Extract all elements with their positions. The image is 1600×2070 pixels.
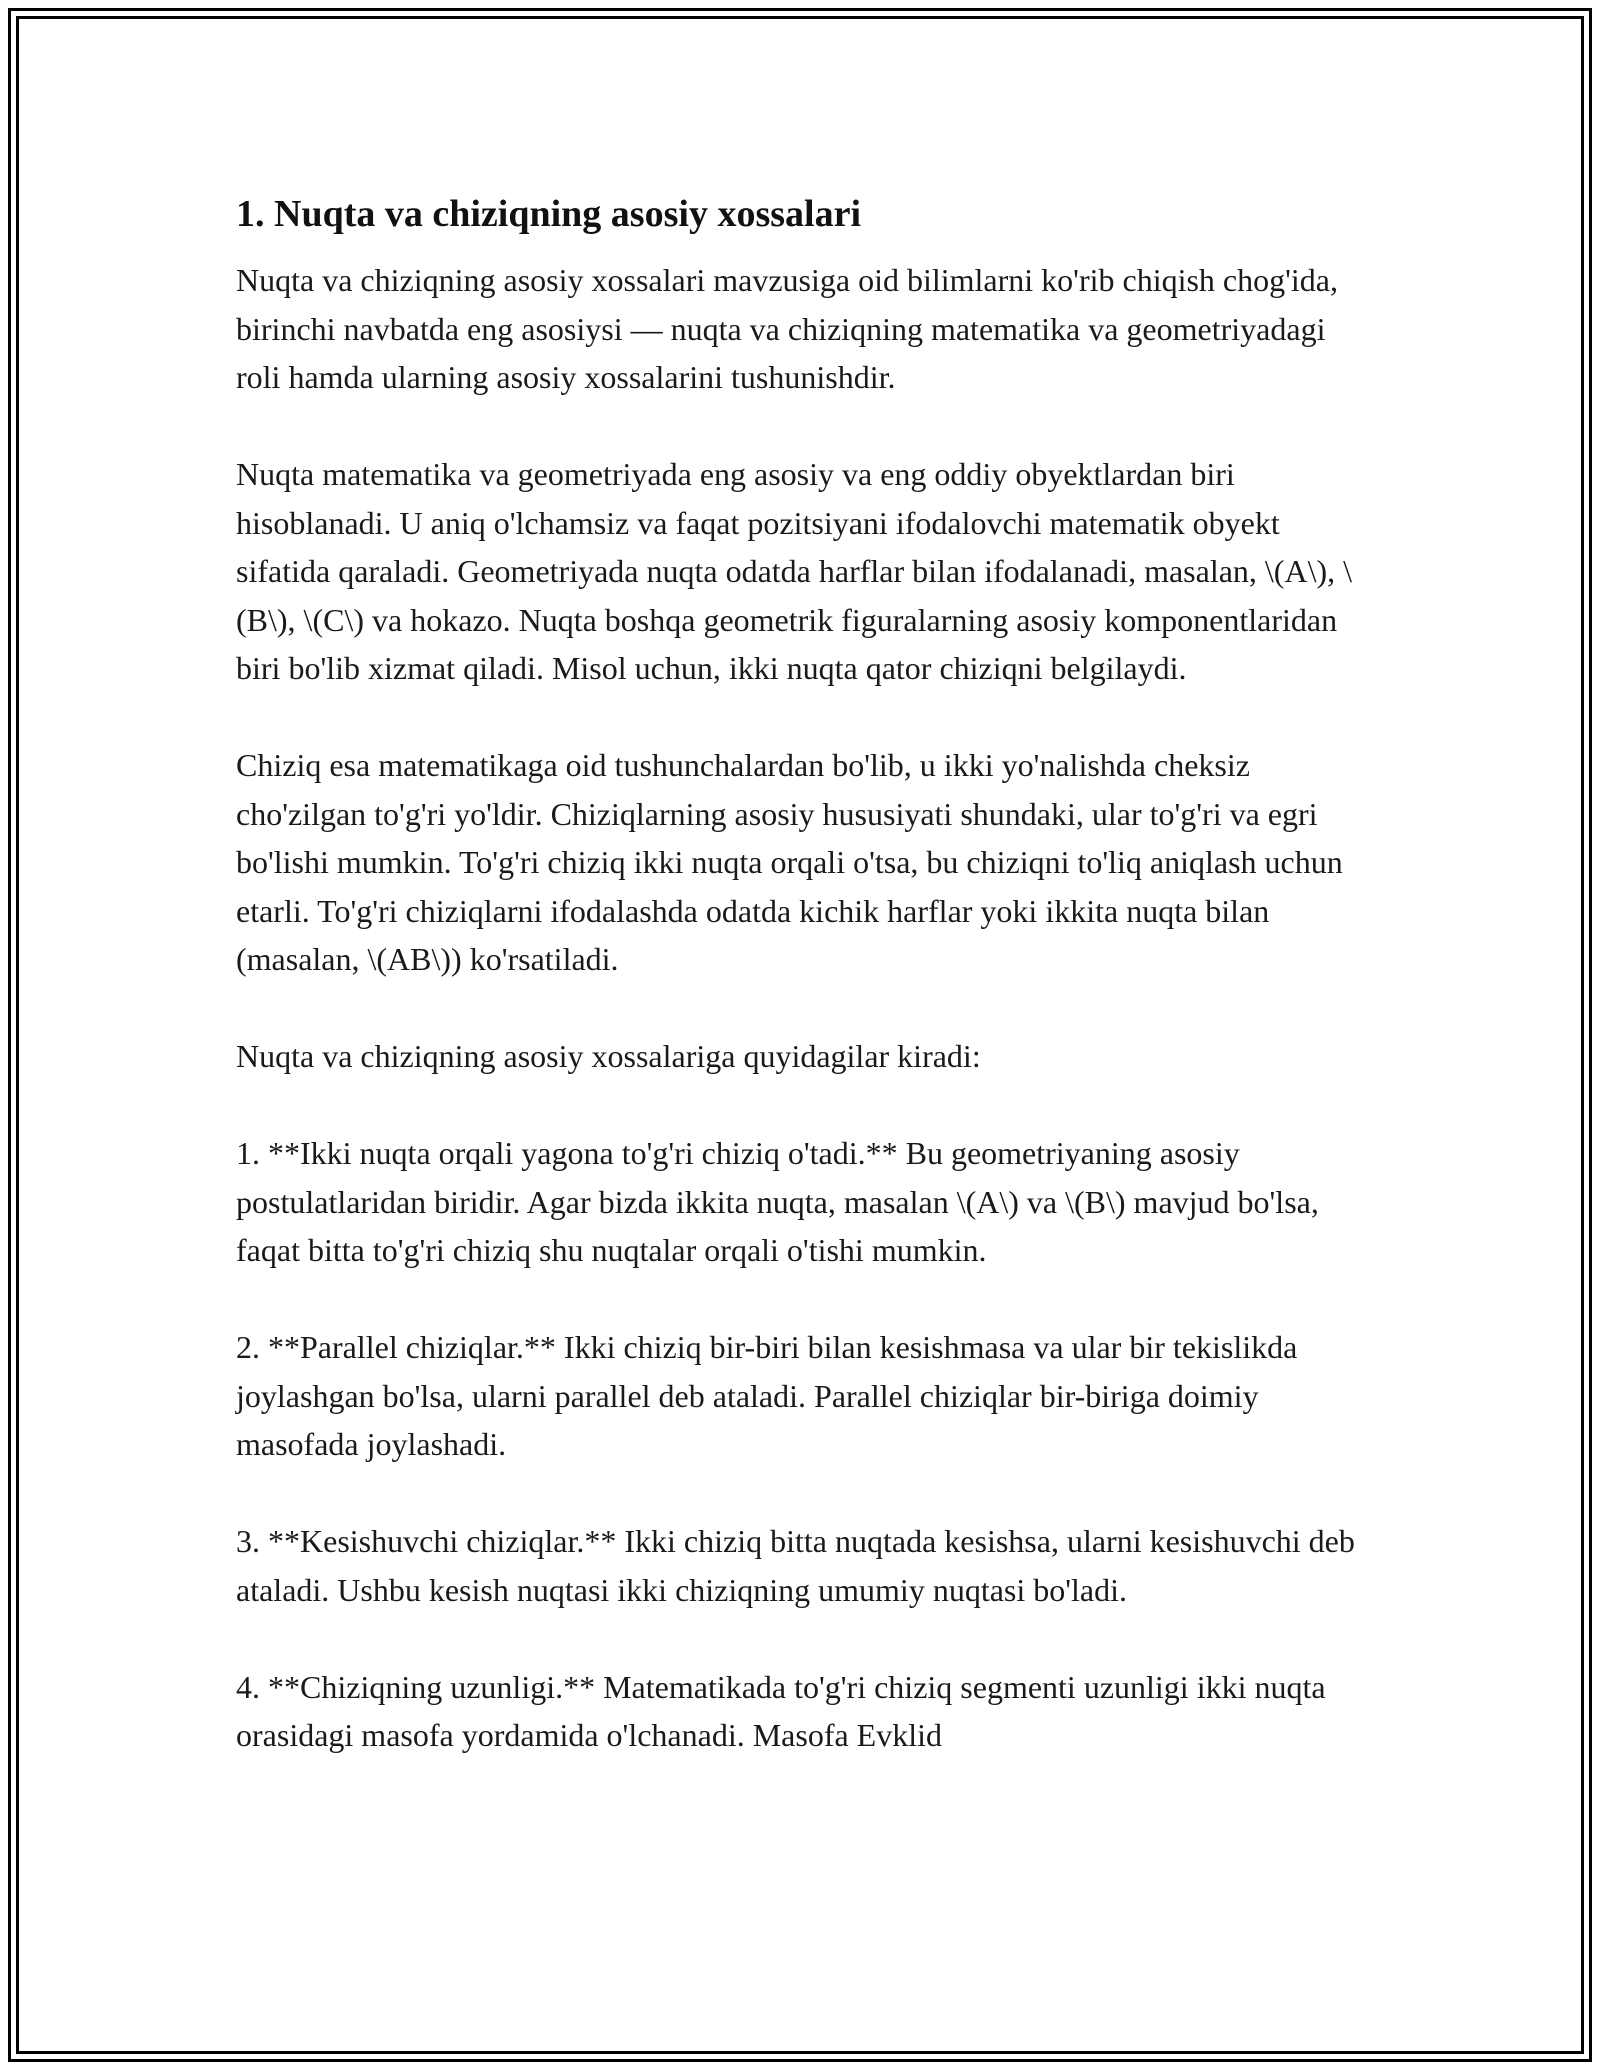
list-item-2: 2. **Parallel chiziqlar.** Ikki chiziq bir-biri bilan kesishmasa va ular bir tekislikda joylashgan bo'lsa, ularni parallel deb ataladi. Parallel chiziqlar bir-biriga doimiy masofada joylashadi. xyxy=(236,1329,1298,1462)
paragraph-line: Chiziq esa matematikaga oid tushunchalardan bo'lib, u ikki yo'nalishda cheksiz cho'zilgan to'g'ri yo'ldir. Chiziqlarning asosiy hususiyati shundaki, ular to'g'ri va egri bo'lishi mumkin. To'g'ri chiziq ikki nuqta orqali o'tsa, bu chiziqni to'liq aniqlash uchun etarli. To'g'ri chiziqlarni ifodalashda odatda kichik harflar yoki ikkita nuqta bilan (masalan, \(AB\)) ko'rsatiladi. xyxy=(236,747,1343,977)
paragraph-point: Nuqta matematika va geometriyada eng asosiy va eng oddiy obyektlardan biri hisoblanadi. U aniq o'lchamsiz va faqat pozitsiyani ifodalovchi matematik obyekt sifatida qaraladi. Geometriyada nuqta odatda harflar bilan ifodalanadi, masalan, \(A\), \(B\), \(C\) va hokazo. Nuqta boshqa geometrik figuralarning asosiy komponentlaridan biri bo'lib xizmat qiladi. Misol uchun, ikki nuqta qator chiziqni belgilaydi. xyxy=(236,456,1352,686)
list-item-3: 3. **Kesishuvchi chiziqlar.** Ikki chiziq bitta nuqtada kesishsa, ularni kesishuvchi deb ataladi. Ushbu kesish nuqtasi ikki chiziqning umumiy nuqtasi bo'ladi. xyxy=(236,1523,1355,1608)
list-item-4: 4. **Chiziqning uzunligi.** Matematikada to'g'ri chiziq segmenti uzunligi ikki nuqta orasidagi masofa yordamida o'lchanadi. Masofa Evklid xyxy=(236,1668,1326,1753)
list-item-1: 1. **Ikki nuqta orqali yagona to'g'ri chiziq o'tadi.** Bu geometriyaning asosiy postulatlaridan biridir. Agar bizda ikkita nuqta, masalan \(A\) va \(B\) mavjud bo'lsa, faqat bitta to'g'ri chiziq shu nuqtalar orqali o'tishi mumkin. xyxy=(236,1135,1319,1268)
section-title: 1. Nuqta va chiziqning asosiy xossalari xyxy=(236,193,861,235)
paragraph-intro: Nuqta va chiziqning asosiy xossalari mavzusiga oid bilimlarni ko'rib chiqish chog'ida, birinchi navbatda eng asosiysi — nuqta va chiziqning matematika va geometriyadagi roli hamda ularning asosiy xossalarini tushunishdir. xyxy=(236,262,1338,395)
paragraph-properties-lead: Nuqta va chiziqning asosiy xossalariga quyidagilar kiradi: xyxy=(236,1038,981,1074)
document-body xyxy=(236,186,1376,1808)
